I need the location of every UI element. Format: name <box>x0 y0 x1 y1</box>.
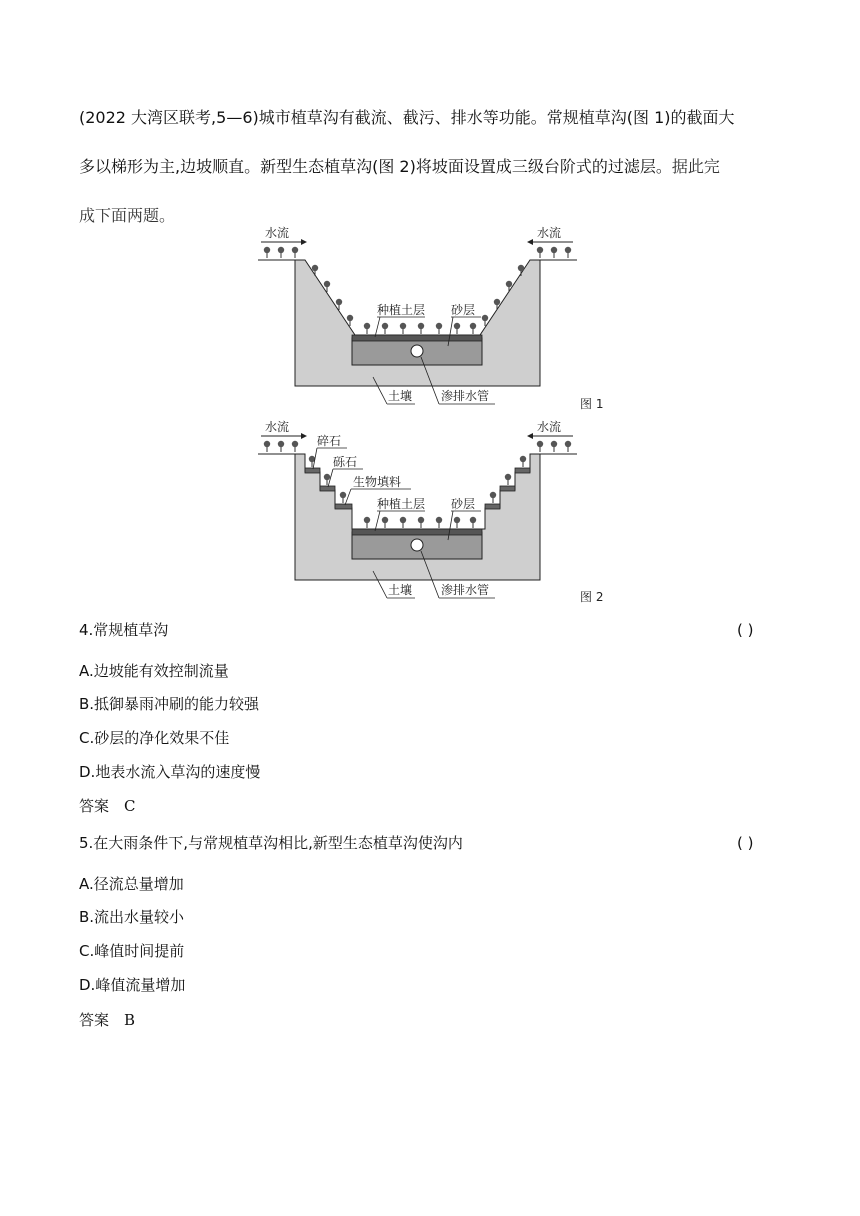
question-5-option-b: B.流出水量较小 <box>79 908 185 926</box>
question-4-stem: 4.常规植草沟 <box>79 621 169 639</box>
figure-1-diagram <box>255 220 585 410</box>
fig2-crushed-stone-label: 碎石 <box>317 434 342 448</box>
figure-2-caption: 图 2 <box>580 590 604 604</box>
fig2-gravel-label: 砾石 <box>333 455 358 469</box>
figure-1-caption: 图 1 <box>580 397 604 411</box>
intro-line-2: 多以梯形为主,边坡顺直。新型生态植草沟(图 2)将坡面设置成三级台阶式的过滤层。据此完 <box>79 157 720 176</box>
question-5-option-a: A.径流总量增加 <box>79 875 184 893</box>
question-4-answer-blank: ( ) <box>737 621 754 639</box>
fig2-bio-filler-label: 生物填料 <box>353 475 402 489</box>
fig2-planting-soil-label: 种植土层 <box>377 497 426 511</box>
fig1-water-left: 水流 <box>265 226 290 240</box>
fig2-soil-label: 土壤 <box>388 583 413 597</box>
question-4-answer: 答案 C <box>79 797 136 815</box>
fig2-drain-pipe-label: 渗排水管 <box>441 583 490 597</box>
question-5-stem: 5.在大雨条件下,与常规植草沟相比,新型生态植草沟使沟内 <box>79 834 463 852</box>
question-5-answer: 答案 B <box>79 1011 136 1029</box>
fig1-water-right: 水流 <box>537 226 562 240</box>
fig1-soil-label: 土壤 <box>388 389 413 403</box>
intro-paragraph <box>79 104 779 230</box>
fig1-planting-soil-label: 种植土层 <box>377 303 426 317</box>
question-4-option-b: B.抵御暴雨冲刷的能力较强 <box>79 695 260 713</box>
fig2-water-right: 水流 <box>537 420 562 434</box>
figure-2-diagram <box>255 414 585 604</box>
question-4-option-d: D.地表水流入草沟的速度慢 <box>79 763 261 781</box>
question-4-option-c: C.砂层的净化效果不佳 <box>79 729 230 747</box>
fig1-sand-label: 砂层 <box>451 303 476 317</box>
question-5-option-c: C.峰值时间提前 <box>79 942 185 960</box>
fig1-drain-pipe-label: 渗排水管 <box>441 389 490 403</box>
question-4-option-a: A.边坡能有效控制流量 <box>79 662 229 680</box>
question-5-answer-blank: ( ) <box>737 834 754 852</box>
intro-line-3: 成下面两题。 <box>79 206 176 225</box>
fig2-water-left: 水流 <box>265 420 290 434</box>
fig2-sand-label: 砂层 <box>451 497 476 511</box>
question-5-option-d: D.峰值流量增加 <box>79 976 186 994</box>
intro-line-1: (2022 大湾区联考,5—6)城市植草沟有截流、截污、排水等功能。常规植草沟(图 1)的截面大 <box>79 108 735 127</box>
